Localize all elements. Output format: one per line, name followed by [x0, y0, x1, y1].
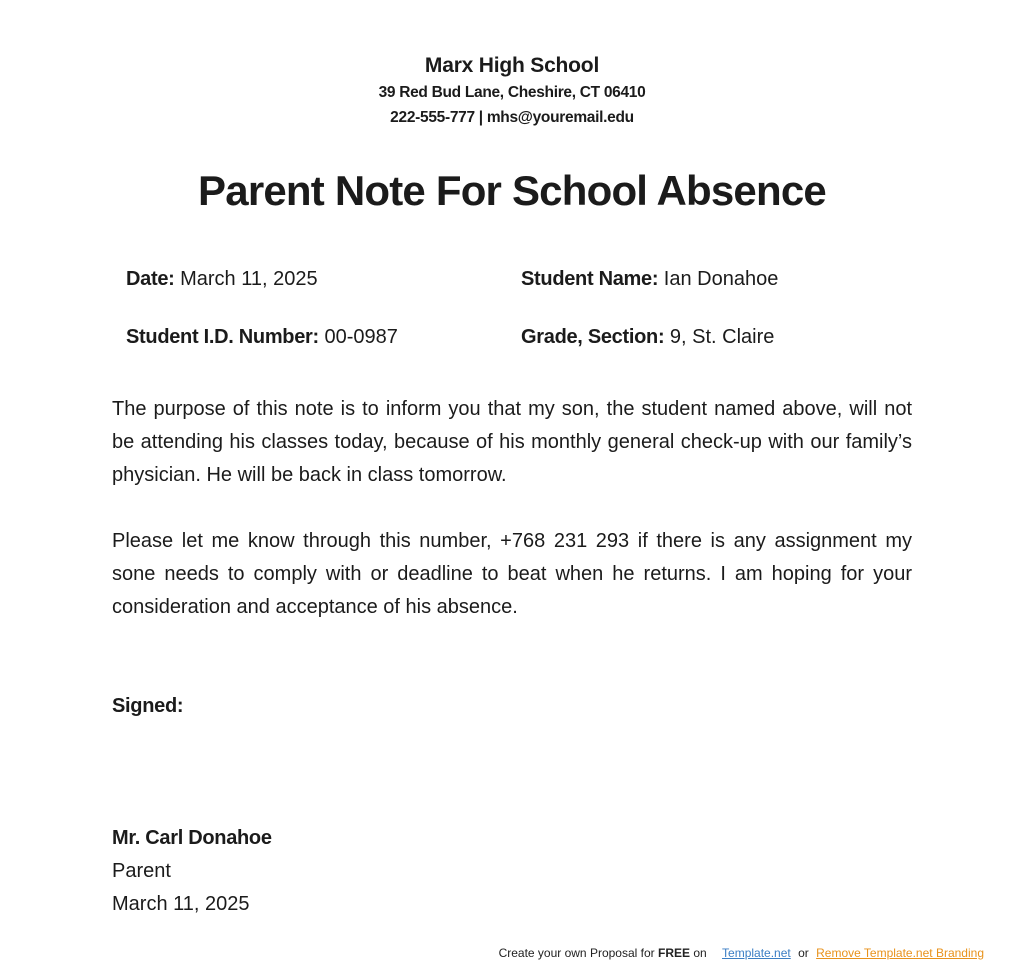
student-name-value: Ian Donahoe	[658, 268, 779, 290]
footer-prefix: Create your own Proposal for	[498, 946, 658, 960]
signer-name: Mr. Carl Donahoe	[112, 827, 272, 849]
signed-label: Signed:	[112, 695, 184, 717]
signature-date: March 11, 2025	[112, 893, 250, 915]
school-address: 39 Red Bud Lane, Cheshire, CT 06410	[378, 84, 646, 101]
footer-branding	[499, 944, 984, 962]
footer-or: or	[798, 946, 809, 960]
footer-on: on	[690, 946, 707, 960]
template-net-link[interactable]: Template.net	[722, 946, 791, 960]
student-id-value: 00-0987	[318, 326, 398, 348]
student-name-label: Student Name:	[521, 268, 659, 290]
signer-role: Parent	[112, 860, 171, 882]
school-header	[0, 52, 1024, 130]
date-field	[126, 262, 521, 296]
info-row	[126, 262, 916, 320]
student-info-grid	[126, 262, 916, 378]
date-value: March 11, 2025	[174, 268, 318, 290]
signature-block	[112, 822, 272, 921]
remove-branding-link[interactable]: Remove Template.net Branding	[816, 946, 984, 960]
body-paragraph-2: Please let me know through this number, +768 231 293 if there is any assignment my sone needs to comply with or deadline to beat when he returns. I am hoping for your consideration and acceptance of his absence.	[112, 530, 912, 618]
note-body	[112, 393, 912, 657]
body-paragraph-1: The purpose of this note is to inform you that my son, the student named above, will not be attending his classes today, because of his monthly general check-up with our family’s physician. He will be back in class tomorrow.	[112, 398, 912, 486]
grade-section-label: Grade, Section:	[521, 326, 665, 348]
date-label: Date:	[126, 268, 175, 290]
footer-free: FREE	[657, 946, 690, 960]
info-row	[126, 320, 916, 378]
document-title: Parent Note For School Absence	[198, 167, 826, 214]
grade-section-value: 9, St. Claire	[664, 326, 775, 348]
school-name: Marx High School	[424, 54, 600, 77]
student-id-label: Student I.D. Number:	[126, 326, 319, 348]
school-contact: 222-555-777 | mhs@youremail.edu	[390, 109, 634, 126]
student-id-field	[126, 320, 521, 354]
student-name-field	[521, 262, 916, 296]
grade-section-field	[521, 320, 916, 354]
